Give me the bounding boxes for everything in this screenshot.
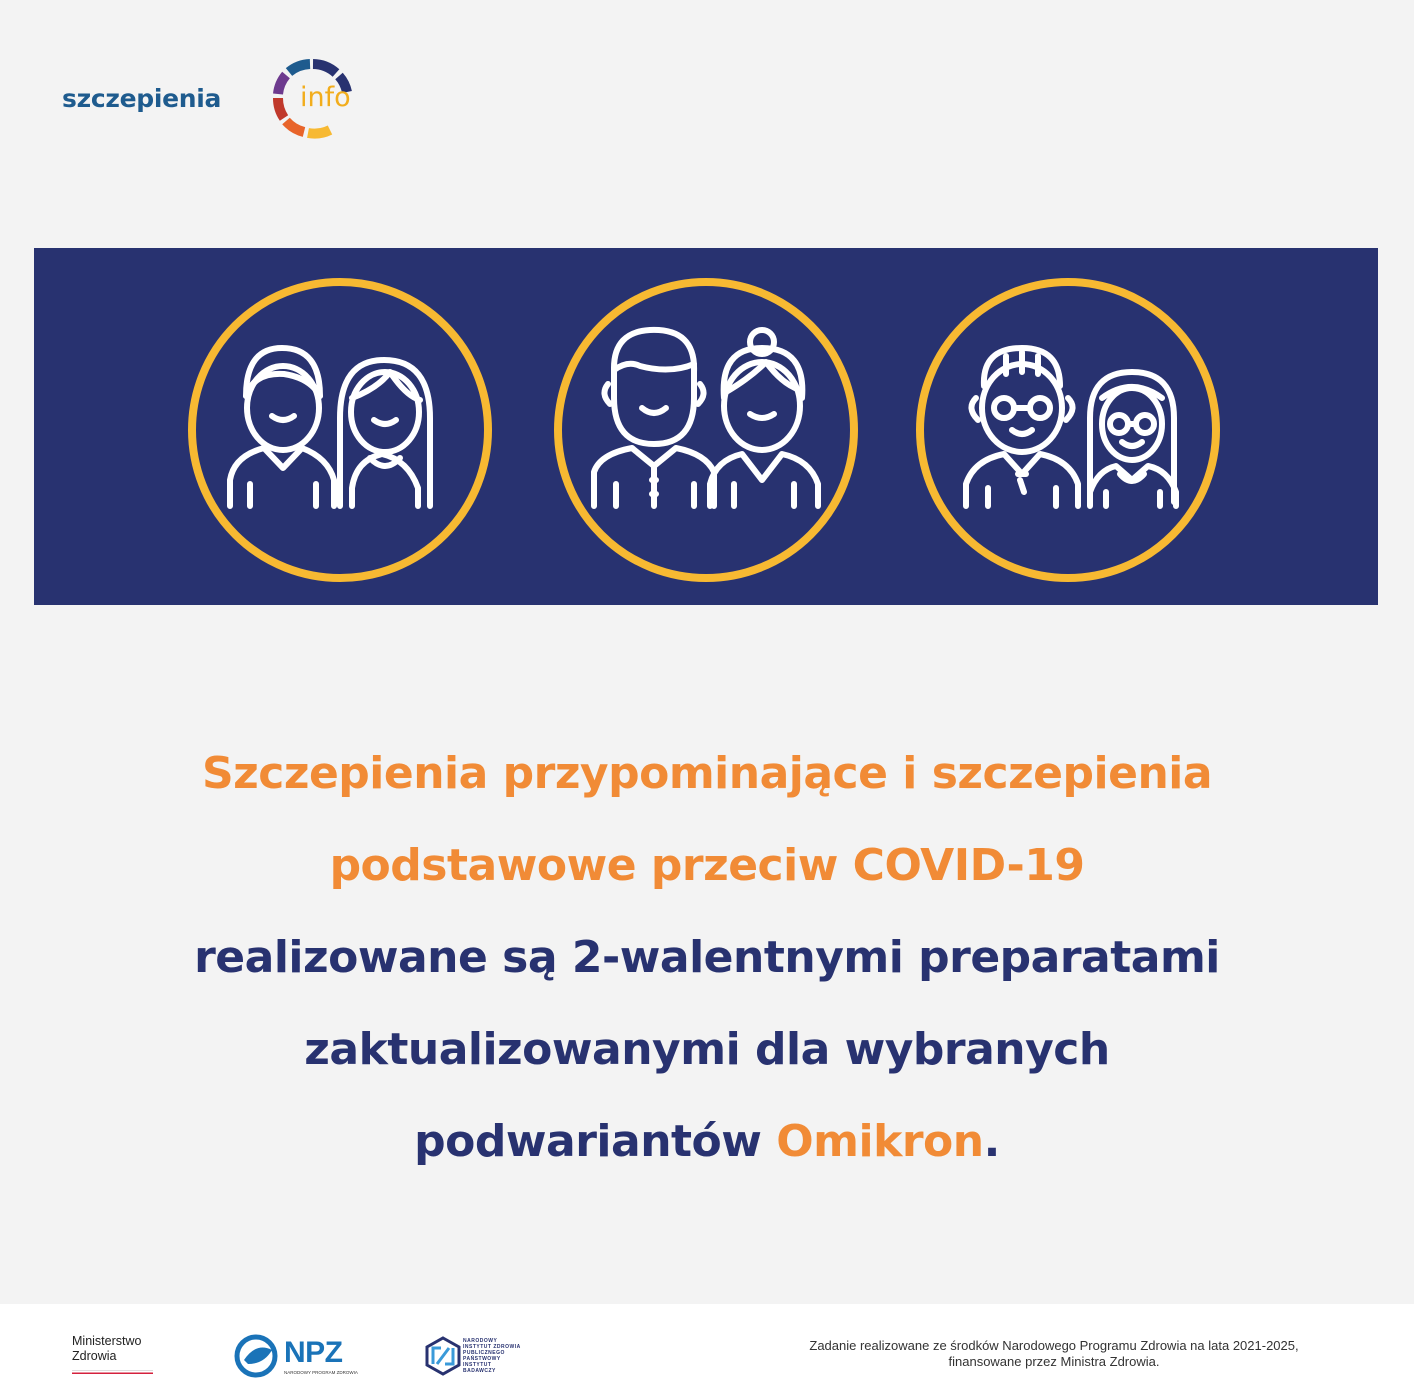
logo-suffix: info <box>300 82 351 113</box>
headline-omikron: Omikron <box>776 1116 984 1167</box>
funding-note-line-2: finansowane przez Ministra Zdrowia. <box>948 1354 1160 1369</box>
npz-logo[interactable] <box>234 1334 358 1378</box>
npz-globe-icon <box>234 1334 280 1378</box>
footer <box>0 1304 1414 1396</box>
funding-note-line-1: Zadanie realizowane ze środków Narodowego Programu Zdrowia na lata 2021-2025, <box>809 1338 1299 1353</box>
headline-line-4: zaktualizowanymi dla wybranych <box>304 1024 1110 1075</box>
headline-line-5 <box>40 1096 1374 1188</box>
headline-line-2: podstawowe przeciw COVID-19 <box>329 840 1085 891</box>
headline-period: . <box>983 1116 1000 1167</box>
npz-subtitle: NARODOWY PROGRAM ZDROWIA <box>284 1370 358 1375</box>
flag-stripe <box>72 1370 153 1374</box>
headline-line-1: Szczepienia przypominające i szczepienia <box>201 748 1213 799</box>
ministry-logo-line-2: Zdrowia <box>72 1349 117 1363</box>
ministry-logo-line-1: Ministerstwo <box>72 1334 142 1348</box>
headline-line-3: realizowane są 2-walentnymi preparatami <box>194 932 1220 983</box>
nizp-name: NARODOWY INSTYTUT ZDROWIA PUBLICZNEGO PAŃSTWOWY INSTYTUT BADAWCZY <box>463 1338 521 1374</box>
adult-couple-icon <box>558 282 854 578</box>
npz-word: NPZ <box>284 1336 343 1369</box>
logo-word: szczepienia <box>62 84 222 113</box>
site-logo[interactable] <box>62 56 392 140</box>
nizp-emblem-icon <box>425 1336 461 1376</box>
elderly-couple-icon <box>920 282 1216 578</box>
ministry-logo[interactable] <box>72 1334 162 1374</box>
young-couple-icon <box>192 282 488 578</box>
headline-line-5-start: podwariantów <box>414 1116 777 1167</box>
headline <box>40 728 1374 1188</box>
nizp-logo[interactable] <box>425 1336 521 1378</box>
funding-note <box>740 1338 1368 1370</box>
illustration-banner <box>34 248 1378 605</box>
